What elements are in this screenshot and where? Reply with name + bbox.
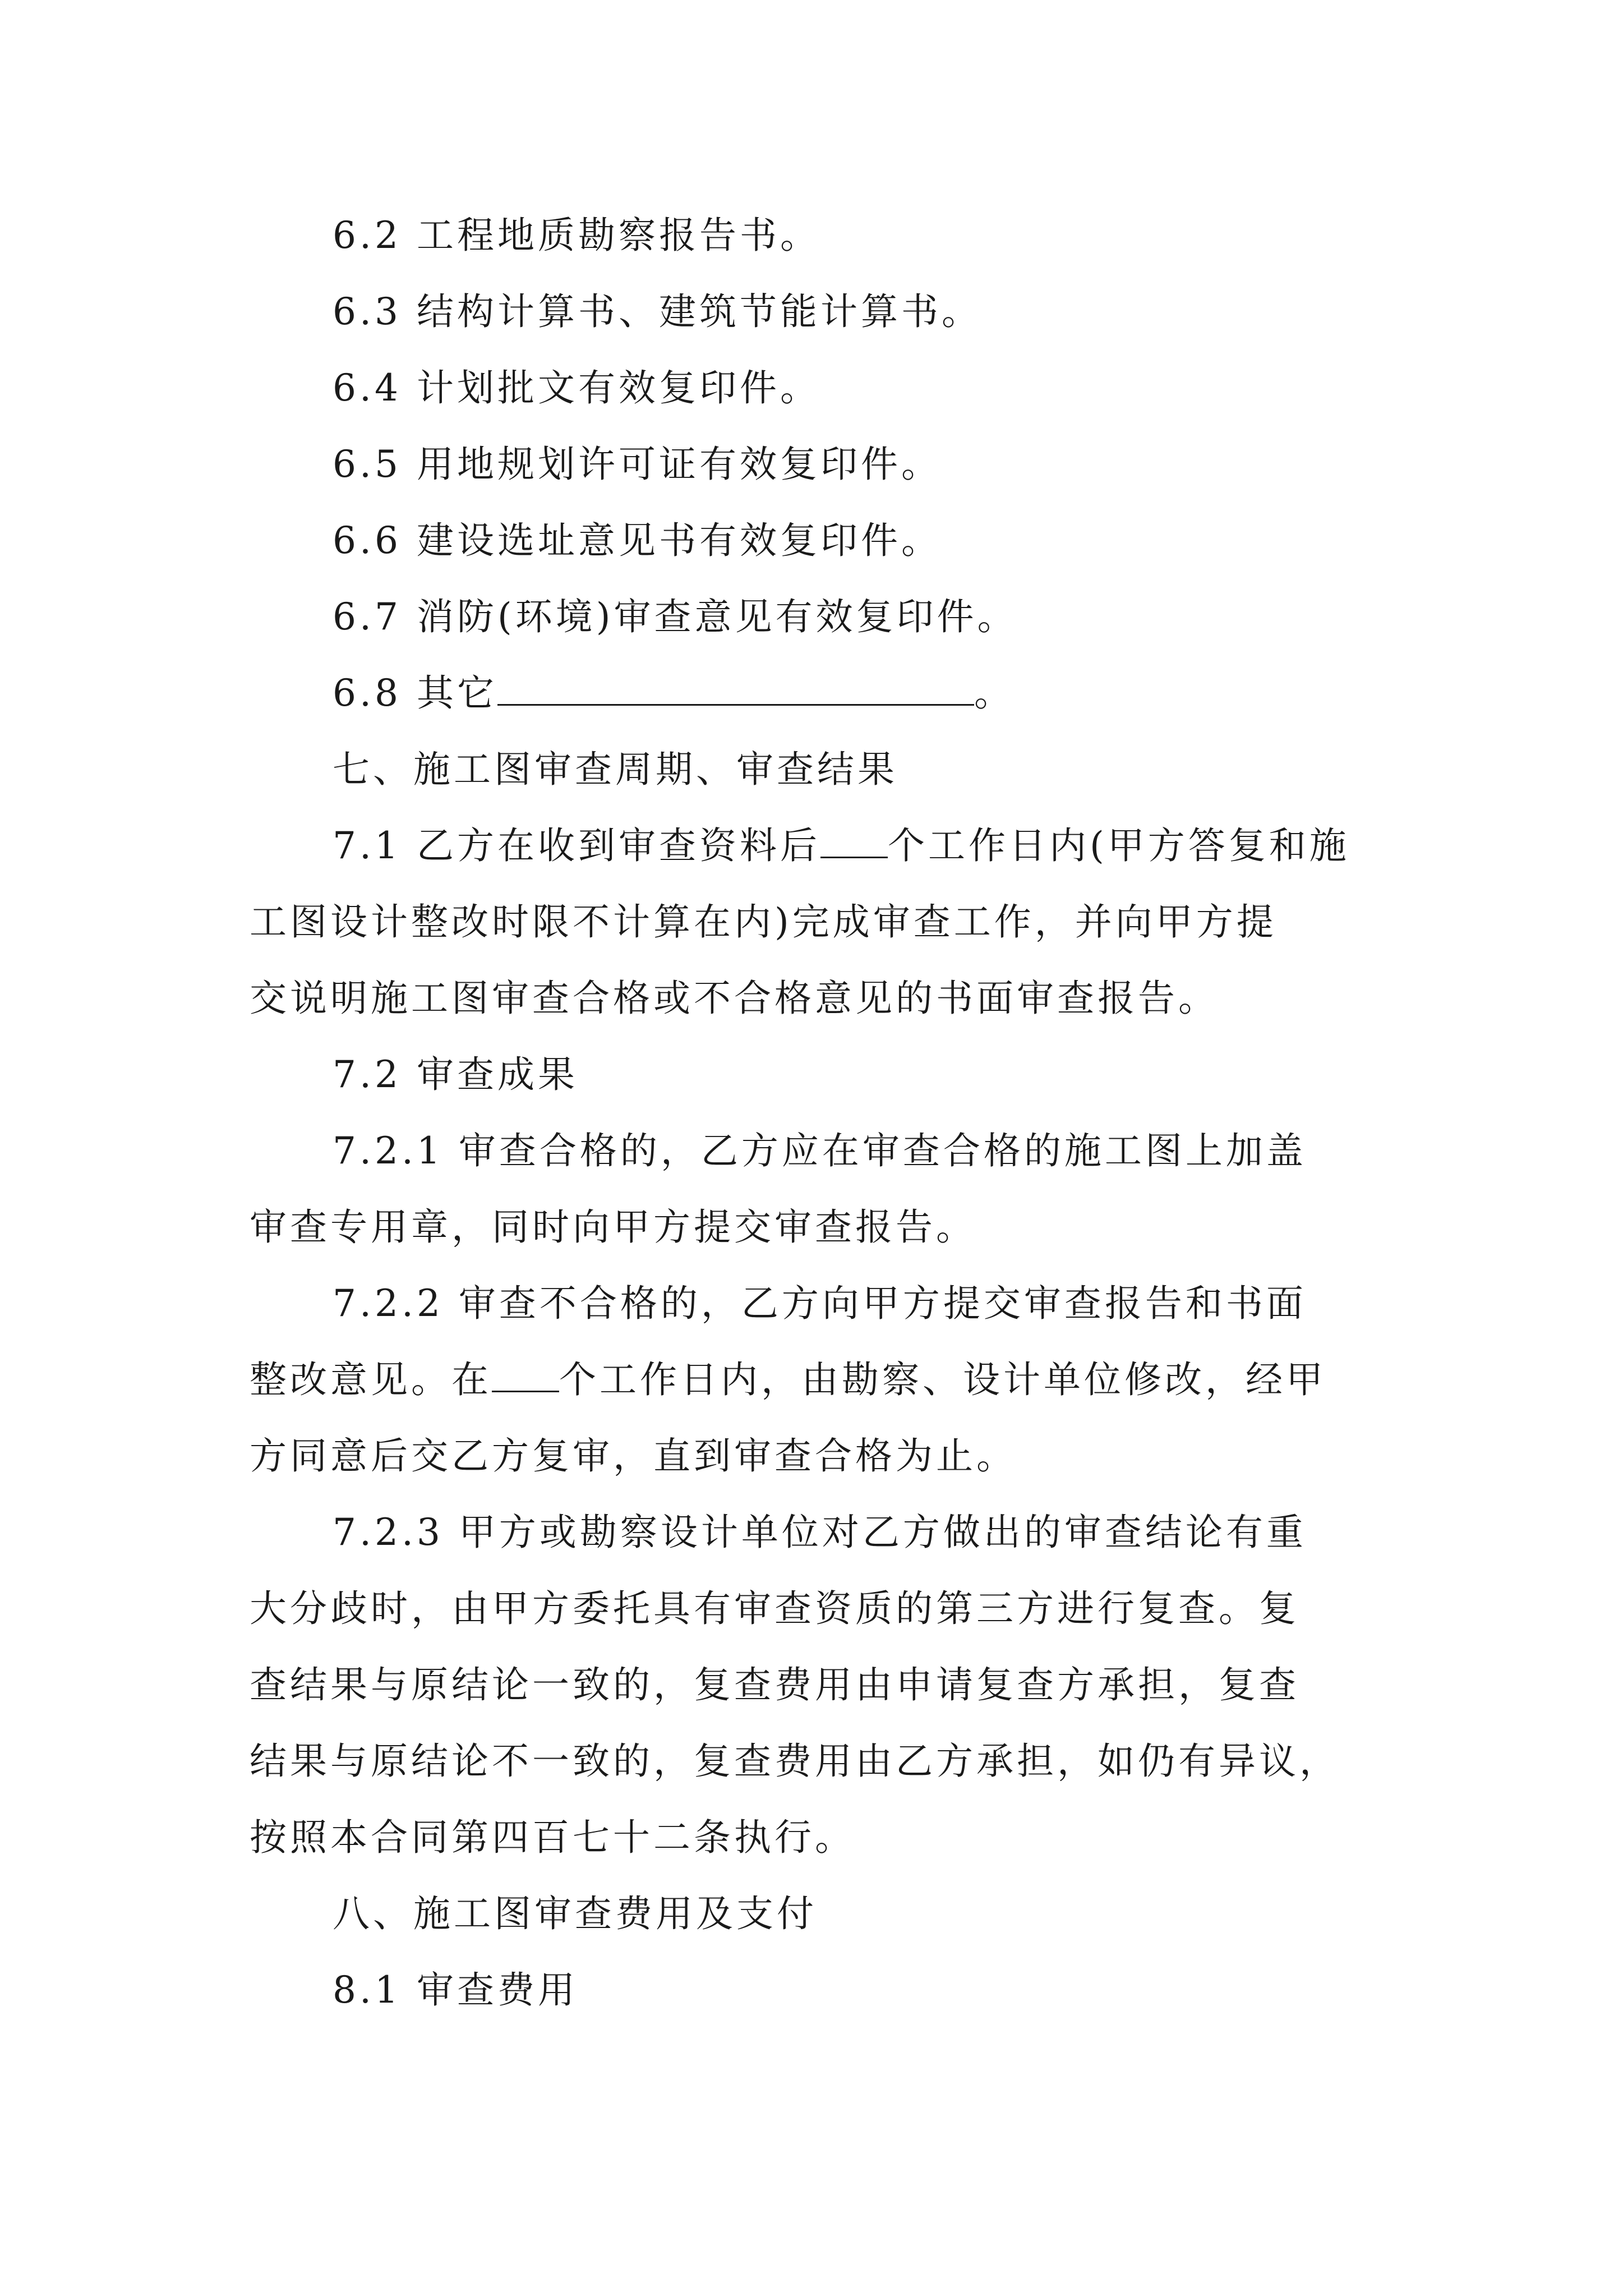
clause-line: 审查专用章，同时向甲方提交审查报告。 [250,1205,976,1249]
clause-line: 6.6 建设选址意见书有效复印件。 [333,519,942,562]
clause-line: 6.2 工程地质勘察报告书。 [333,214,820,257]
clause-line: 7.2 审查成果 [333,1053,578,1096]
fill-in-blank [820,823,888,858]
clause-line [250,808,1388,884]
clause-line [250,655,1388,731]
clause-6-8 [250,655,1388,731]
clause-line: 7.2.1 审查合格的，乙方应在审查合格的施工图上加盖 [333,1129,1307,1172]
clause-7-2-3 [250,1494,1388,1876]
clause-6-3 [250,274,1388,350]
clause-7-2 [250,1037,1388,1113]
clause-7-2-2 [250,1266,1388,1494]
clause-6-5 [250,426,1388,503]
fill-in-blank [497,670,974,706]
clause-line: 大分歧时，由甲方委托具有审查资质的第三方进行复查。复 [250,1587,1299,1630]
clause-line: 按照本合同第四百七十二条执行。 [250,1816,855,1859]
clause-text: 整改意见。在 [250,1358,492,1401]
clause-line: 8.1 审查费用 [333,1968,578,2012]
section-heading-7 [250,731,1388,808]
clause-6-7 [250,579,1388,655]
clause-line: 方同意后交乙方复审，直到审查合格为止。 [250,1434,1017,1478]
clause-line: 6.4 计划批文有效复印件。 [333,366,820,409]
clause-text: 个工作日内(甲方答复和施 [887,824,1350,867]
clause-6-2 [250,197,1388,274]
clause-7-2-1 [250,1113,1388,1266]
clause-text: 。 [974,671,1015,715]
clause-line: 7.2.3 甲方或勘察设计单位对乙方做出的审查结论有重 [333,1511,1307,1554]
fill-in-blank [492,1357,559,1392]
clause-line: 6.7 消防(环境)审查意见有效复印件。 [333,595,1018,638]
clause-text: 个工作日内，由勘察、设计单位修改，经甲 [559,1358,1326,1401]
section-heading-text: 七、施工图审查周期、审查结果 [333,748,898,791]
clause-text: 6.8 其它 [333,671,497,715]
clause-line: 6.5 用地规划许可证有效复印件。 [333,443,942,486]
clause-line: 查结果与原结论一致的，复查费用由申请复查方承担，复查 [250,1663,1299,1706]
clause-line: 6.3 结构计算书、建筑节能计算书。 [333,290,982,333]
clause-line: 7.2.2 审查不合格的，乙方向甲方提交审查报告和书面 [333,1282,1307,1325]
clause-6-4 [250,350,1388,426]
clause-line: 结果与原结论不一致的，复查费用由乙方承担，如仍有异议， [250,1740,1340,1783]
clause-8-1 [250,1952,1388,2028]
clause-7-1 [250,808,1388,1037]
clause-text: 7.1 乙方在收到审查资料后 [333,824,820,867]
clause-line: 交说明施工图审查合格或不合格意见的书面审查报告。 [250,977,1219,1020]
section-heading-text: 八、施工图审查费用及支付 [333,1892,817,1935]
section-heading-8 [250,1876,1388,1952]
clause-line [250,1342,1388,1418]
clause-6-6 [250,503,1388,579]
clause-line: 工图设计整改时限不计算在内)完成审查工作，并向甲方提 [250,900,1277,944]
